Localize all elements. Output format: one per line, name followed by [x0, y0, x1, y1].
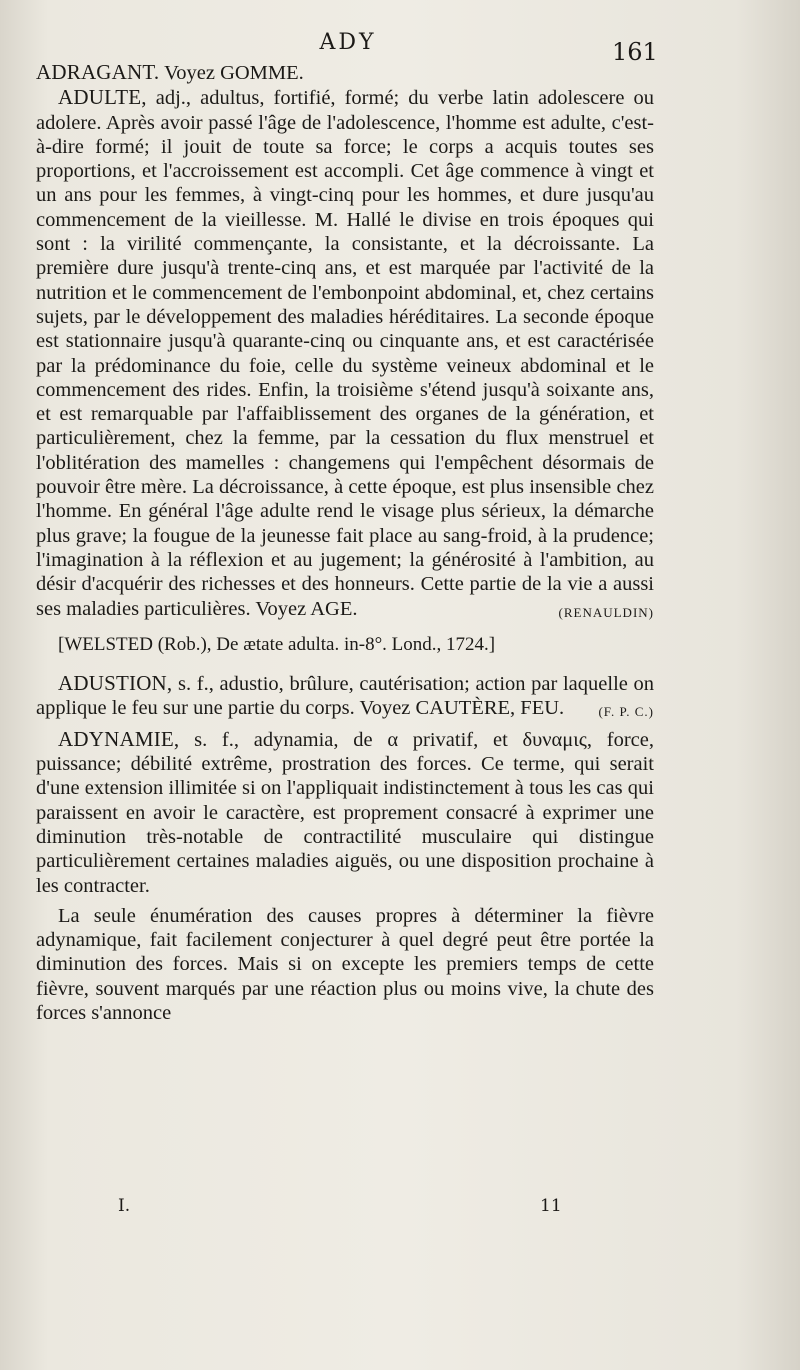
page-number: 161: [612, 38, 658, 66]
paragraph-continuation: [36, 904, 654, 1025]
page-body: [36, 60, 654, 1025]
signature-mark-left: I.: [118, 1196, 131, 1216]
headword: ADUSTION,: [58, 671, 173, 696]
entry-text: adj., adultus, fortifié, formé; du verbe latin adolescere ou adolere. Après avoir passé l'âge de l'adolescence, l'homme est adulte, c'est-à-dire formé; il jouit de toute sa force; le corps a acquis toutes ses proportions, et l'accroissement est accompli. Cet âge commence à vingt et un ans pour les femmes, à vingt-cinq pour les hommes, et dure jusqu'au commencement de la vieillesse. M. Hallé le divise en trois époques qui sont : la virilité commençante, la consistante, et la décroissante. La première dure jusqu'à trente-cinq ans, et est marquée par l'activité de la nutrition et le commencement de l'embonpoint abdominal, et, chez certains sujets, par le développement des maladies héréditaires. La seconde époque est stationnaire jusqu'à quarante-cinq ou cinquante ans, et est caractérisée par la prédominance du foie, celle du système veineux abdominal et le commencement des rides. Enfin, la troisième s'étend jusqu'à soixante ans, et est remarquable par l'affaiblissement des organes de la génération, et particulièrement, chez la femme, par la cessation du flux menstruel et l'oblitération des mamelles : changemens qui l'empêchent désormais de pouvoir être mère. La décroissance, à cette époque, est plus insensible chez l'homme. En général l'âge adulte rend le visage plus sérieux, la démarche plus grave; la fougue de la jeunesse fait place au sang-froid, à la prudence; l'imagination à la réflexion et au jugement; la générosité à l'ambition, au désir d'acquérir des richesses et des honneurs. Cette partie de la vie a aussi ses maladies particulières. Voyez AGE.: [36, 87, 654, 620]
signature-mark-right: 11: [540, 1196, 562, 1216]
author-signature: (F. P. C.): [598, 704, 654, 720]
headword: ADULTE,: [58, 85, 147, 110]
headword: ADYNAMIE,: [58, 726, 180, 751]
bibliographic-reference: [WELSTED (Rob.), De ætate adulta. in-8°. Lond., 1724.]: [58, 633, 496, 655]
entry-adynamie: [36, 727, 654, 898]
entry-text: s. f., adynamia, de α privatif, et δυναμις, force, puissance; débilité extrême, prostration des forces. Ce terme, qui serait d'une extension illimitée si on l'appliquait indistinctement à tous les cas qui paraissent en avoir le caractère, est proprement consacré à exprimer une diminution très-notable de contractilité musculaire qui distingue particulièrement certaines maladies aiguës, ou une disposition prochaine à les contracter.: [36, 728, 654, 897]
entry-text: Voyez GOMME.: [159, 62, 304, 84]
entry-text: La seule énumération des causes propres à déterminer la fièvre adynamique, fait facilement conjecturer à quel degré peut être portée la diminution des forces. Mais si on excepte les premiers temps de cette fièvre, souvent marqués par une réaction plus ou moins vive, la chute des forces s'annonce: [36, 904, 654, 1024]
entry-adulte: [36, 85, 654, 621]
author-signature: (RENAULDIN): [558, 604, 654, 620]
headword: ADRAGANT.: [36, 60, 160, 84]
entry-adustion: [36, 671, 654, 721]
entry-text: s. f., adustio, brûlure, cautérisation; action par laquelle on applique le feu sur une partie du corps. Voyez CAUTÈRE, FEU.: [36, 673, 654, 720]
running-title: ADY: [319, 30, 377, 55]
entry-adragant: [36, 60, 654, 85]
